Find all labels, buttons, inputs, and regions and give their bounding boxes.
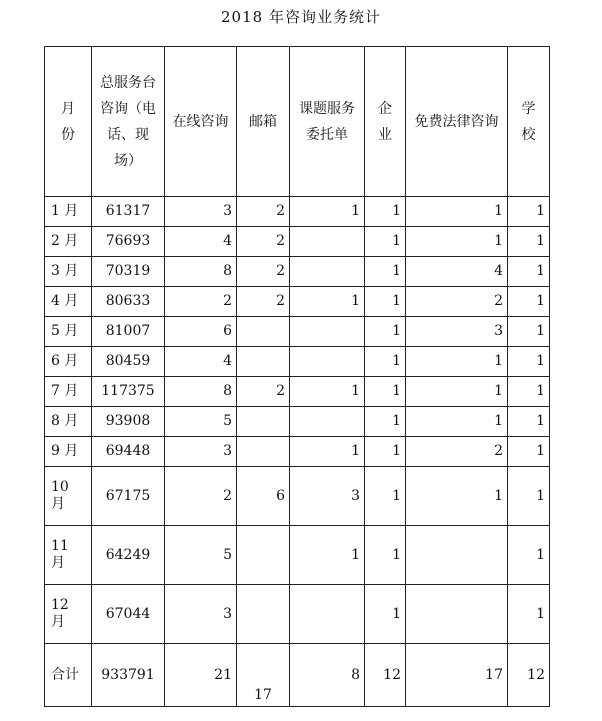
cell-mailbox: 2	[237, 257, 290, 287]
cell-project	[290, 257, 365, 287]
cell-month: 2 月	[45, 227, 92, 257]
cell-phone: 61317	[92, 197, 165, 227]
total-row	[45, 644, 550, 707]
cell-mailbox	[237, 317, 290, 347]
cell-project	[290, 317, 365, 347]
cell-online: 4	[165, 347, 237, 377]
cell-project	[290, 347, 365, 377]
cell-enterprise: 1	[365, 317, 406, 347]
cell-month: 5 月	[45, 317, 92, 347]
cell-month: 9 月	[45, 437, 92, 467]
cell-school: 1	[508, 227, 550, 257]
header-legal: 免费法律咨询	[406, 47, 508, 197]
cell-month: 8 月	[45, 407, 92, 437]
total-phone: 933791	[92, 644, 165, 707]
cell-legal: 1	[406, 347, 508, 377]
cell-project: 1	[290, 287, 365, 317]
cell-phone: 117375	[92, 377, 165, 407]
cell-online: 8	[165, 257, 237, 287]
header-online: 在线咨询	[165, 47, 237, 197]
cell-online: 3	[165, 585, 237, 644]
cell-school: 1	[508, 585, 550, 644]
cell-mailbox	[237, 437, 290, 467]
cell-project	[290, 227, 365, 257]
header-row	[45, 47, 550, 197]
cell-month: 6 月	[45, 347, 92, 377]
cell-phone: 76693	[92, 227, 165, 257]
cell-online: 6	[165, 317, 237, 347]
cell-enterprise: 1	[365, 526, 406, 585]
cell-month: 3 月	[45, 257, 92, 287]
cell-school: 1	[508, 317, 550, 347]
cell-phone: 64249	[92, 526, 165, 585]
table-row	[45, 377, 550, 407]
cell-phone: 81007	[92, 317, 165, 347]
cell-month: 1 月	[45, 197, 92, 227]
total-project: 8	[290, 644, 365, 707]
table-body	[45, 197, 550, 707]
header-month: 月份	[45, 47, 92, 197]
table-row	[45, 317, 550, 347]
cell-school: 1	[508, 377, 550, 407]
cell-legal: 1	[406, 407, 508, 437]
total-mailbox	[237, 644, 290, 707]
total-legal: 17	[406, 644, 508, 707]
table-row	[45, 257, 550, 287]
header-school: 学校	[508, 47, 550, 197]
total-mailbox-value: 17	[254, 687, 272, 704]
cell-phone: 67175	[92, 467, 165, 526]
header-project: 课题服务委托单	[290, 47, 365, 197]
page-title: 2018 年咨询业务统计	[221, 8, 381, 26]
cell-project: 1	[290, 437, 365, 467]
cell-enterprise: 1	[365, 197, 406, 227]
cell-legal: 3	[406, 317, 508, 347]
table-row	[45, 585, 550, 644]
cell-month: 7 月	[45, 377, 92, 407]
cell-mailbox	[237, 585, 290, 644]
cell-online: 3	[165, 197, 237, 227]
cell-month: 4 月	[45, 287, 92, 317]
cell-school: 1	[508, 526, 550, 585]
cell-phone: 69448	[92, 437, 165, 467]
cell-phone: 80633	[92, 287, 165, 317]
header-mailbox: 邮箱	[237, 47, 290, 197]
cell-online: 4	[165, 227, 237, 257]
table-row	[45, 197, 550, 227]
cell-online: 5	[165, 407, 237, 437]
cell-mailbox	[237, 407, 290, 437]
table-row	[45, 347, 550, 377]
cell-online: 8	[165, 377, 237, 407]
cell-legal	[406, 585, 508, 644]
total-enterprise: 12	[365, 644, 406, 707]
cell-legal: 1	[406, 377, 508, 407]
cell-legal: 1	[406, 197, 508, 227]
cell-mailbox: 2	[237, 227, 290, 257]
cell-mailbox: 2	[237, 377, 290, 407]
table-row	[45, 437, 550, 467]
cell-school: 1	[508, 197, 550, 227]
cell-school: 1	[508, 407, 550, 437]
cell-month: 12 月	[45, 585, 92, 644]
cell-online: 2	[165, 287, 237, 317]
cell-legal: 1	[406, 227, 508, 257]
cell-enterprise: 1	[365, 227, 406, 257]
header-phone: 总服务台咨询（电话、现场）	[92, 47, 165, 197]
cell-enterprise: 1	[365, 347, 406, 377]
consultation-stats-table	[44, 46, 550, 707]
cell-legal: 1	[406, 467, 508, 526]
cell-mailbox	[237, 526, 290, 585]
cell-phone: 80459	[92, 347, 165, 377]
cell-phone: 67044	[92, 585, 165, 644]
cell-enterprise: 1	[365, 377, 406, 407]
cell-mailbox	[237, 347, 290, 377]
cell-legal: 4	[406, 257, 508, 287]
total-school: 12	[508, 644, 550, 707]
table-row	[45, 407, 550, 437]
cell-school: 1	[508, 347, 550, 377]
cell-month: 10 月	[45, 467, 92, 526]
cell-enterprise: 1	[365, 437, 406, 467]
cell-project: 1	[290, 377, 365, 407]
cell-project: 1	[290, 526, 365, 585]
cell-mailbox: 2	[237, 287, 290, 317]
cell-enterprise: 1	[365, 467, 406, 526]
cell-school: 1	[508, 287, 550, 317]
cell-enterprise: 1	[365, 407, 406, 437]
cell-school: 1	[508, 467, 550, 526]
cell-school: 1	[508, 257, 550, 287]
cell-enterprise: 1	[365, 585, 406, 644]
cell-legal: 2	[406, 437, 508, 467]
cell-enterprise: 1	[365, 287, 406, 317]
cell-project	[290, 585, 365, 644]
cell-legal: 2	[406, 287, 508, 317]
cell-phone: 70319	[92, 257, 165, 287]
cell-online: 3	[165, 437, 237, 467]
header-enterprise: 企业	[365, 47, 406, 197]
cell-project: 3	[290, 467, 365, 526]
cell-enterprise: 1	[365, 257, 406, 287]
cell-legal	[406, 526, 508, 585]
table-row	[45, 526, 550, 585]
cell-mailbox: 6	[237, 467, 290, 526]
table-row	[45, 467, 550, 526]
cell-mailbox: 2	[237, 197, 290, 227]
cell-project	[290, 407, 365, 437]
total-online: 21	[165, 644, 237, 707]
cell-online: 2	[165, 467, 237, 526]
total-label: 合计	[45, 644, 92, 707]
table-row	[45, 227, 550, 257]
cell-online: 5	[165, 526, 237, 585]
cell-month: 11 月	[45, 526, 92, 585]
cell-phone: 93908	[92, 407, 165, 437]
table-row	[45, 287, 550, 317]
cell-project: 1	[290, 197, 365, 227]
cell-school: 1	[508, 437, 550, 467]
